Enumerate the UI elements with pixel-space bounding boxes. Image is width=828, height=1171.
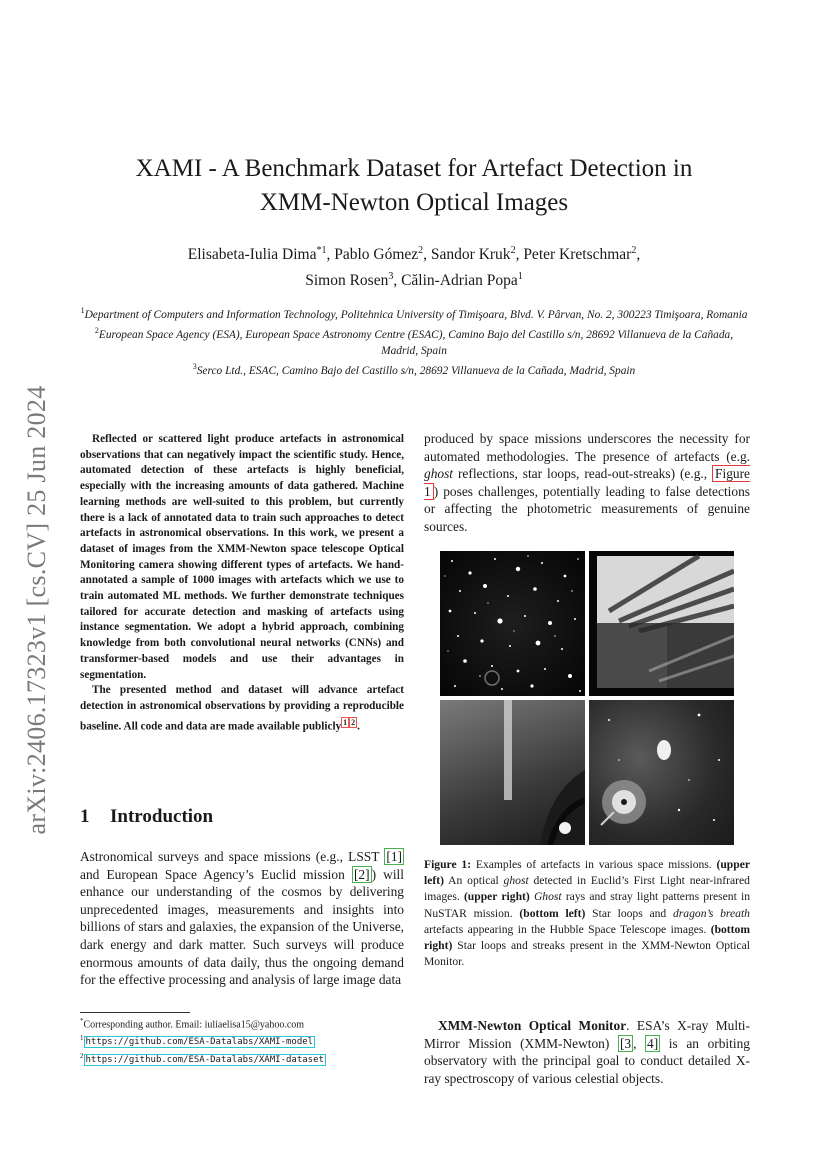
starfield-image: [440, 551, 585, 696]
caption-label: Figure 1:: [424, 858, 472, 871]
caption-italic: Ghost: [533, 890, 562, 904]
affiliation-text: European Space Agency (ESA), European Space Astronomy Centre (ESAC), Camino Bajo del Castillo s/n, 28692 Villanueva de la Cañada, Madrid, Spain: [98, 328, 734, 357]
footnotes: [80, 1012, 404, 1067]
author-name: Peter Kretschmar: [523, 246, 632, 264]
citation-link[interactable]: [2]: [353, 866, 370, 882]
citation-link[interactable]: [1]: [386, 849, 402, 864]
title-line-2: XMM-Newton Optical Images: [259, 189, 569, 216]
affiliation-sup: 3: [192, 361, 197, 371]
figure-panel-upper-left: [440, 551, 585, 696]
author-name: Elisabeta-Iulia Dima: [187, 246, 317, 264]
arxiv-identifier-stamp: [4, 365, 70, 855]
figure-1-caption: [424, 857, 750, 970]
citation-separator: ,: [633, 1035, 646, 1051]
footnote-marker: *: [80, 1017, 84, 1025]
intro-text: produced by space missions underscores the necessity for automated methodologies. The presence of artefacts (e.g.: [424, 431, 750, 464]
affiliation-1: [76, 303, 752, 323]
citation-link[interactable]: [3: [619, 1035, 632, 1051]
author-list: Elisabeta-Iulia Dima$^{*1}$, Pablo Gómez$^2$, Sandor Kruk$^2$, Peter Kretschmar$^2$, Simon Rosen$^3$, Călin-Adrian Popa$^1$: [187, 245, 641, 290]
author-sup: 3: [388, 271, 394, 283]
footnote-marker: 1: [80, 1033, 84, 1042]
title-line-1: XAMI - A Benchmark Dataset for Artefact Detection in: [135, 155, 693, 182]
caption-bold: (bottom right): [424, 922, 750, 953]
caption-bold: (bottom left): [519, 906, 586, 920]
section-heading-introduction: [80, 806, 213, 828]
intro-text: and European Space Agency’s Euclid mission: [80, 866, 352, 882]
paragraph-text: . ESA’s X-ray Multi-Mirror Mission (XMM-Newton): [424, 1018, 750, 1051]
footnote-corresponding: [80, 1015, 404, 1032]
caption-text: Star loops and streaks present in the XMM-Newton Optical Monitor.: [424, 939, 750, 969]
affiliation-text: Department of Computers and Information Technology, Politehnica University of Timişoara, Blvd. V. Pârvan, No. 2, 300223 Timişoara, Romania: [84, 308, 748, 321]
author-sup: *1: [316, 245, 327, 256]
abstract: [80, 432, 404, 735]
caption-bold: (upper right): [463, 890, 530, 904]
footnote-url-model[interactable]: https://github.com/ESA-Datalabs/XAMI-model: [85, 1037, 314, 1048]
affiliation-sup: 2: [94, 325, 99, 335]
intro-text: ) poses challenges, potentially leading to false detections or affecting the photometric measurements of genuine sources.: [424, 483, 750, 534]
figure-1: [440, 551, 734, 844]
footnote-link-1[interactable]: 1: [343, 717, 348, 727]
caption-text: Star loops and: [585, 906, 673, 920]
paragraph-heading: XMM-Newton Optical Monitor: [438, 1018, 627, 1033]
author-name: Călin-Adrian Popa: [401, 272, 518, 290]
footnote-2: [80, 1050, 404, 1068]
affiliation-sup: 1: [80, 306, 85, 315]
caption-text: Examples of artefacts in various space missions.: [471, 858, 717, 871]
caption-text: rays and stray light patterns present in NuSTAR mission.: [424, 890, 750, 920]
abstract-p2-text: The presented method and dataset will advance artefact detection in astronomical observations by providing a reproducible baseline. All code and data are made available publicly: [80, 684, 404, 733]
paragraph-text: is an orbiting observatory with the principal goal to conduct detailed X-ray spectroscopy of various celestial objects.: [424, 1035, 750, 1086]
paper-title: [80, 152, 748, 220]
author-sup: 1: [517, 271, 523, 283]
footnote-rule: [80, 1012, 190, 1013]
author-sup: 2: [418, 245, 424, 256]
footnote-1: [80, 1032, 404, 1050]
hubble-artefact-image: [440, 700, 585, 845]
footnote-url-dataset[interactable]: https://github.com/ESA-Datalabs/XAMI-dataset: [85, 1054, 324, 1065]
caption-bold: (upper left): [424, 858, 750, 888]
caption-text: detected in Euclid’s First Light near-infrared images.: [424, 874, 750, 904]
caption-italic: ghost: [503, 874, 529, 888]
citation-link[interactable]: 4]: [647, 1035, 659, 1051]
affiliations: [76, 303, 752, 378]
figure-panel-upper-right: [589, 551, 734, 696]
introduction-paragraph: [80, 848, 404, 989]
section-title: Introduction: [110, 806, 214, 827]
intro-text: Astronomical surveys and space missions (e.g., LSST: [80, 849, 385, 864]
author-name: Sandor Kruk: [430, 246, 511, 264]
intro-text: ) will enhance our understanding of the cosmos by delivering unprecedented images, measurements and insights into billions of stars and galaxies, the expansion of the Universe, dark energy and dark matter. Such surveys will produce enormous amounts of data daily, thus the ongoing demand for the effective processing and analysis of large image data: [80, 866, 404, 988]
footnote-marker: 2: [80, 1051, 84, 1060]
xmm-om-artefact-image: [589, 700, 734, 845]
footnote-text: Corresponding author. Email: iuliaelisa15@yahoo.com: [83, 1019, 305, 1031]
abstract-paragraph-2: [80, 683, 404, 735]
affiliation-text: Serco Ltd., ESAC, Camino Bajo del Castillo s/n, 28692 Villanueva de la Cañada, Madrid, Spain: [196, 364, 636, 377]
author-name: Simon Rosen: [305, 272, 389, 290]
footnote-link-2[interactable]: 2: [351, 717, 356, 727]
arxiv-id-text: arXiv:2406.17323v1 [cs.CV] 25 Jun 2024: [22, 385, 51, 835]
xmm-newton-paragraph: [424, 1017, 750, 1087]
intro-text: reflections, star loops, read-out-streaks) (e.g.,: [453, 466, 713, 482]
figure-reference-link[interactable]: Figure 1: [424, 466, 750, 499]
abstract-p2-end: .: [357, 720, 360, 733]
author-name: Pablo Gómez: [334, 246, 419, 264]
section-number: 1: [80, 806, 90, 827]
caption-italic: dragon’s breath: [673, 906, 750, 920]
intro-italic: ghost: [424, 466, 454, 482]
author-sup: 2: [631, 245, 637, 256]
affiliation-2: [76, 323, 752, 359]
figure-panel-bottom-right: [589, 700, 734, 845]
abstract-paragraph-1: Reflected or scattered light produce artefacts in astronomical observations that can negatively impact the scientific study. Hence, automated detection of these artefacts is highly beneficial, especially with the increasing amounts of data gathered. Machine learning methods are well-suited to this problem, but currently there is a lack of annotated data to train such approaches to detect artefacts in astronomical observations. In this work, we present a dataset of images from the XMM-Newton space telescope Optical Monitoring camera showing different types of artefacts. We hand-annotated a sample of 1000 images with artefacts which we use to train automated ML methods. We further demonstrate techniques tailored for accurate detection and masking of artefacts using instance segmentation. We adopt a hybrid approach, combining knowledge from both convolutional neural networks (CNNs) and transformer-based models and use their advantages in segmentation.: [80, 433, 404, 681]
author-sup: 2: [510, 245, 516, 256]
figure-panel-bottom-left: [440, 700, 585, 845]
affiliation-3: [76, 359, 752, 379]
intro-continued-paragraph: [424, 430, 750, 536]
caption-text: An optical: [443, 874, 504, 888]
ghost-rays-image: [589, 551, 734, 696]
caption-text: artefacts appearing in the Hubble Space Telescope images.: [424, 922, 711, 936]
